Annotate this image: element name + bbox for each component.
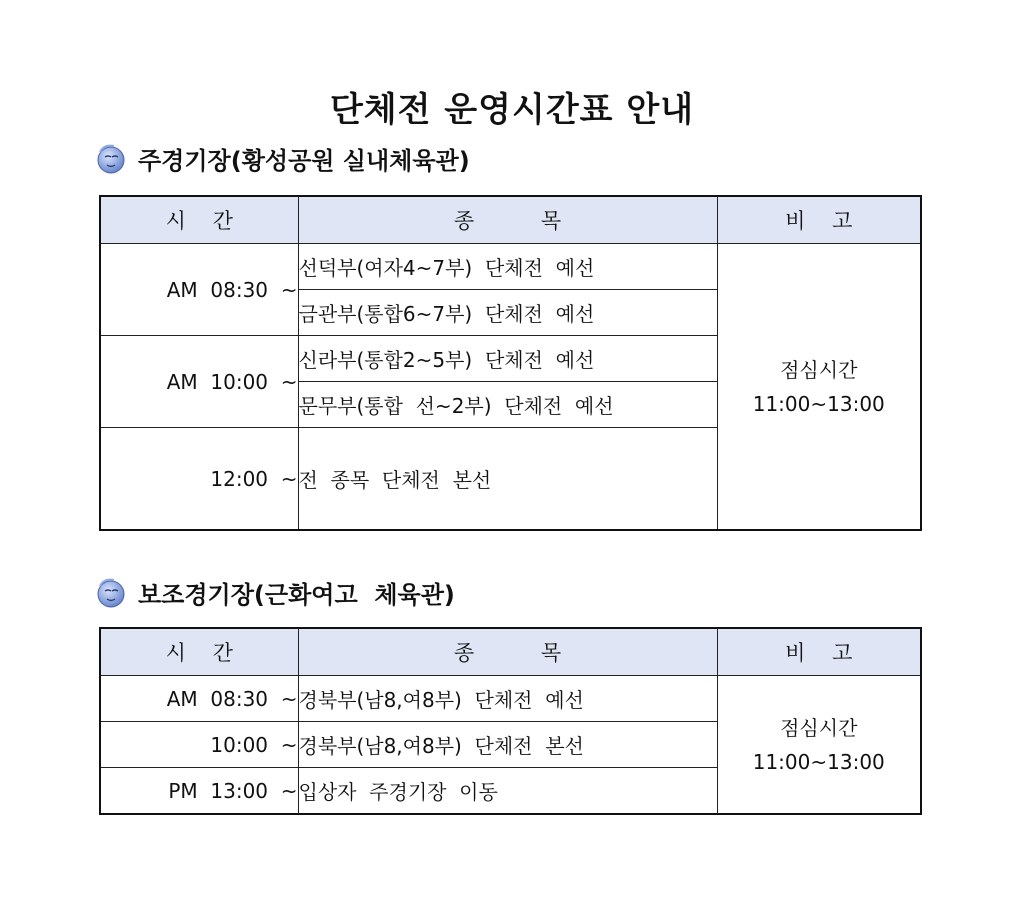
time-cell: AM 10:00 ~ [100,336,298,428]
time-cell: 10:00 ~ [100,722,298,768]
table-row [100,676,921,722]
table-header-row [100,628,921,676]
header-note: 비 고 [717,196,921,244]
header-note: 비 고 [717,628,921,676]
table-header-row [100,196,921,244]
moon-face-icon [96,143,126,175]
time-cell: AM 08:30 ~ [100,676,298,722]
section-title: 주경기장(황성공원 실내체육관) [138,147,470,175]
event-cell: 선덕부(여자4~7부) 단체전 예선 [298,244,717,290]
note-line: 11:00~13:00 [752,391,885,416]
header-time: 시 간 [100,628,298,676]
note-cell [717,244,921,531]
time-cell: AM 08:30 ~ [100,244,298,336]
schedule-table-main [99,195,922,531]
section-heading-main [96,141,470,176]
section-heading-sub [96,575,455,610]
time-cell: 12:00 ~ [100,428,298,531]
section-title: 보조경기장(근화여고 체육관) [138,581,455,609]
moon-face-icon [96,577,126,609]
header-time: 시 간 [100,196,298,244]
note-line: 점심시간 [780,715,858,740]
event-cell: 입상자 주경기장 이동 [298,768,717,815]
event-cell: 금관부(통합6~7부) 단체전 예선 [298,290,717,336]
schedule-table-sub [99,627,922,815]
time-cell: PM 13:00 ~ [100,768,298,815]
header-event: 종 목 [298,196,717,244]
page-title: 단체전 운영시간표 안내 [329,90,695,130]
event-cell: 전 종목 단체전 본선 [298,428,717,531]
note-line: 점심시간 [780,357,858,382]
header-event: 종 목 [298,628,717,676]
note-line: 11:00~13:00 [752,749,885,774]
event-cell: 경북부(남8,여8부) 단체전 본선 [298,722,717,768]
table-row [100,244,921,290]
event-cell: 신라부(통합2~5부) 단체전 예선 [298,336,717,382]
event-cell: 문무부(통합 선~2부) 단체전 예선 [298,382,717,428]
note-cell [717,676,921,815]
event-cell: 경북부(남8,여8부) 단체전 예선 [298,676,717,722]
